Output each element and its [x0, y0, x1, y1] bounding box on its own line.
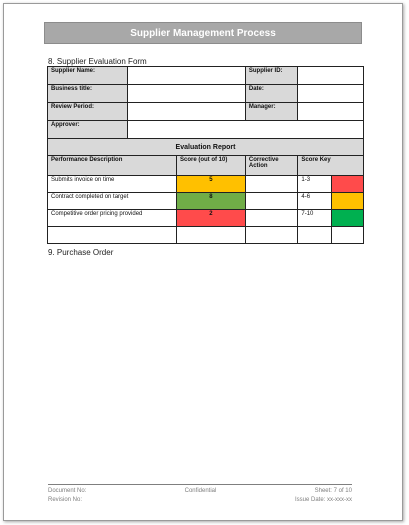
review-period-field[interactable] [127, 103, 245, 121]
performance-description-cell: Submits invoice on time [48, 176, 177, 193]
footer-classification: Confidential [184, 488, 217, 494]
approver-field[interactable] [127, 121, 363, 139]
performance-description-cell[interactable] [48, 227, 177, 244]
section-heading-purchase-order: 9. Purchase Order [48, 248, 114, 257]
supplier-id-label: Supplier ID: [245, 67, 297, 85]
score-key-range [298, 227, 332, 244]
score-cell[interactable]: 5 [177, 176, 246, 193]
section-heading-evaluation-form: 8. Supplier Evaluation Form [48, 57, 147, 66]
score-header: Score (out of 10) [177, 156, 246, 176]
score-key-range: 7-10 [298, 210, 332, 227]
page-footer [48, 484, 352, 503]
score-cell[interactable]: 2 [177, 210, 246, 227]
corrective-action-cell[interactable] [245, 210, 297, 227]
evaluation-rows [48, 176, 364, 244]
supplier-name-label: Supplier Name: [48, 67, 128, 85]
business-title-label: Business title: [48, 85, 128, 103]
score-key-color-swatch [332, 227, 364, 244]
corrective-action-cell[interactable] [245, 227, 297, 244]
evaluation-row [48, 193, 364, 210]
corrective-action-header: Corrective Action [245, 156, 297, 176]
score-key-range: 4-6 [298, 193, 332, 210]
footer-revision-no: Revision No: [48, 497, 83, 503]
performance-description-cell: Competitive order pricing provided [48, 210, 177, 227]
date-field[interactable] [298, 85, 364, 103]
approver-label: Approver: [48, 121, 128, 139]
score-key-range: 1-3 [298, 176, 332, 193]
supplier-evaluation-form [47, 66, 364, 244]
corrective-action-cell[interactable] [245, 193, 297, 210]
footer-issue-date: Issue Date: xx-xxx-xx [294, 497, 352, 503]
business-title-field[interactable] [127, 85, 245, 103]
footer-document-no: Document No: [48, 488, 87, 494]
score-cell[interactable]: 8 [177, 193, 246, 210]
performance-description-cell: Contract completed on target [48, 193, 177, 210]
page-title: Supplier Management Process [130, 27, 276, 39]
page-title-banner [44, 22, 362, 44]
score-key-color-swatch [332, 210, 364, 227]
performance-description-header: Performance Description [48, 156, 177, 176]
footer-sheet: Sheet: 7 of 10 [314, 488, 352, 494]
score-key-header: Score Key [298, 156, 364, 176]
evaluation-row-empty [48, 227, 364, 244]
review-period-label: Review Period: [48, 103, 128, 121]
date-label: Date: [245, 85, 297, 103]
manager-field[interactable] [298, 103, 364, 121]
score-key-color-swatch [332, 193, 364, 210]
supplier-id-field[interactable] [298, 67, 364, 85]
score-key-color-swatch [332, 176, 364, 193]
score-cell[interactable] [177, 227, 246, 244]
supplier-name-field[interactable] [127, 67, 245, 85]
corrective-action-cell[interactable] [245, 176, 297, 193]
manager-label: Manager: [245, 103, 297, 121]
evaluation-report-title: Evaluation Report [48, 139, 364, 156]
evaluation-row [48, 210, 364, 227]
evaluation-row [48, 176, 364, 193]
